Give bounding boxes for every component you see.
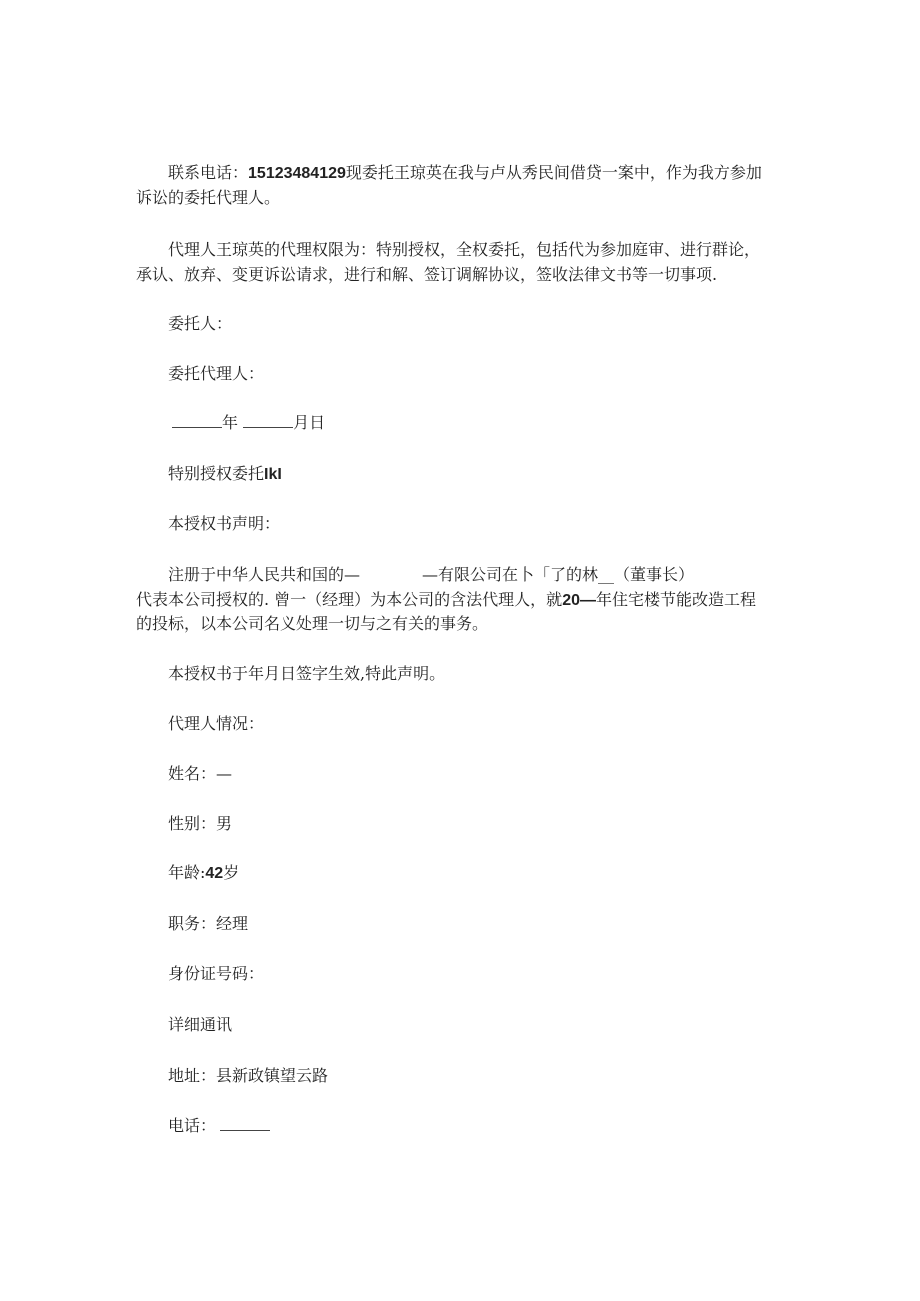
contact-paragraph-line2: 诉讼的委托代理人。 [136,188,281,207]
register-line2-part2: 年住宅楼节能改造工程 [595,590,756,609]
year-label: 年 [222,413,239,432]
contact-label: 联系电话： [168,163,249,182]
register-year-number: 20— [562,592,596,609]
phone-line [168,1116,828,1136]
statement-label: 本授权书声明： [168,514,281,533]
date-line [168,413,828,433]
contact-phone: 15123484129 [248,165,346,182]
register-line2-part1: 代表本公司授权的. 曾一（经理）为本公司的含法代理人，就 [136,590,563,609]
phone-blank [220,1116,270,1131]
principal-label: 委托人： [168,314,233,333]
title-suffix: IkI [264,466,282,483]
contact-paragraph-line1 [168,163,828,184]
title-text: 特别授权委托 [168,464,265,483]
register-part1: 注册于中华人民共和国的— [168,565,361,584]
month-day-label: 月日 [293,413,326,432]
special-authorization-title [168,464,828,485]
age-value: 42 [205,865,224,882]
register-paragraph-line2 [136,590,796,611]
age-unit: 岁 [223,863,240,882]
scope-paragraph-line1: 代理人王琼英的代理权限为：特别授权，全权委托，包括代为参加庭审、进行群论， [168,240,761,259]
month-blank [243,413,293,428]
communication-line: 详细通讯 [168,1015,233,1034]
age-line [168,863,828,884]
agent-info-label: 代理人情况： [168,714,265,733]
contact-text: 现委托王琼英在我与卢从秀民间借贷一案中，作为我方参加 [345,163,762,182]
id-number-line: 身份证号码： [168,964,265,983]
scope-paragraph-line2: 承认、放弃、变更诉讼请求，进行和解、签订调解协议，签收法律文书等一切事项. [136,265,718,284]
age-label: 年龄: [168,863,206,882]
register-paragraph-line1 [168,565,828,585]
register-paragraph-line3: 的投标，以本公司名义处理一切与之有关的事务。 [136,614,489,633]
name-line: 姓名：— [168,764,233,783]
phone-label: 电话： [168,1116,217,1135]
year-blank [172,413,222,428]
address-line: 地址：县新政镇望云路 [168,1066,329,1085]
position-line: 职务：经理 [168,914,249,933]
agent-label: 委托代理人： [168,364,265,383]
register-part2: —有限公司在卜「了的林__（董事长） [422,565,695,584]
effective-line: 本授权书于年月日签字生效,特此声明。 [168,664,446,683]
gender-line: 性别：男 [168,814,233,833]
